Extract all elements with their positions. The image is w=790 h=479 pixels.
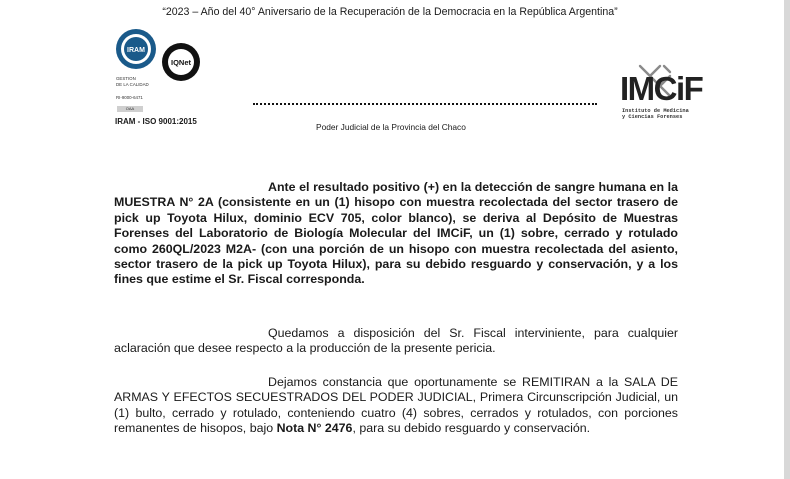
imcif-subtitle [622,108,689,121]
iram-seal-logo [115,28,157,70]
dotted-separator [253,103,597,105]
iram-logo-text: IRAM [127,47,145,54]
paragraph3-end: , para su debido resguardo y conservación. [352,421,591,436]
iram-iso-certification: IRAM - ISO 9001:2015 [115,117,197,126]
paragraph-sample-derivation [114,180,678,288]
imcif-subtitle-line: y Ciencias Forenses [622,114,683,121]
paragraph-availability [114,326,678,357]
right-edge-bar [784,0,790,479]
certification-logos [115,28,210,123]
paragraph2-text: Quedamos a disposición del Sr. Fiscal interviniente, para cualquier aclaración que desee respecto a la producción de la presente pericia. [114,326,678,356]
oaa-badge: OAA [117,106,143,112]
iram-caption-line: GESTION [116,76,136,81]
paragraph3-text: Dejamos constancia que oportunamente se REMITIRAN a la SALA DE ARMAS Y EFECTOS SECUESTRADOS DEL PODER JUDICIAL, Primera Circunscripción Judicial, un (1) bulto, cerrado y rotulado, conteniendo cuatro (4) sobres, cerrados y rotulados, con porciones remanentes de hisopos, bajo [114,375,678,436]
iram-caption [116,76,149,101]
iram-caption-line: RI-9000-6471 [116,95,143,101]
imcif-subtitle-line: Instituto de Medicina [622,108,689,114]
paragraph-remittance [114,375,678,437]
paragraph1-text: Ante el resultado positivo (+) en la detección de sangre humana en la MUESTRA N° 2A (consistente en un (1) hisopo con muestra recolectada del sector trasero de pick up Toyota Hilux, dominio ECV 705, color blanco), se deriva al Depósito de Muestras Forenses del Laboratorio de Biología Molecular del IMCiF, un (1) sobre, cerrado y rotulado como 260QL/2023 M2A- (con una porción de un hisopo con muestra recolectada del asiento, sector trasero de la pick up Toyota Hilux), para su debido resguardo y conservación, y a los fines que estime el Sr. Fiscal corresponda. [114,180,678,287]
imcif-wordmark: IMCiF [620,70,703,107]
iqnet-logo-text: IQNet [170,58,192,67]
commemoration-header: “2023 – Año del 40° Aniversario de la Recuperación de la Democracia en la República Argentina” [162,6,618,18]
note-number: Nota N° 2476 [276,421,353,436]
iqnet-seal-logo [161,42,201,82]
institution-name: Poder Judicial de la Provincia del Chaco [316,122,466,132]
iram-caption-line: DE LA CALIDAD [116,81,149,87]
